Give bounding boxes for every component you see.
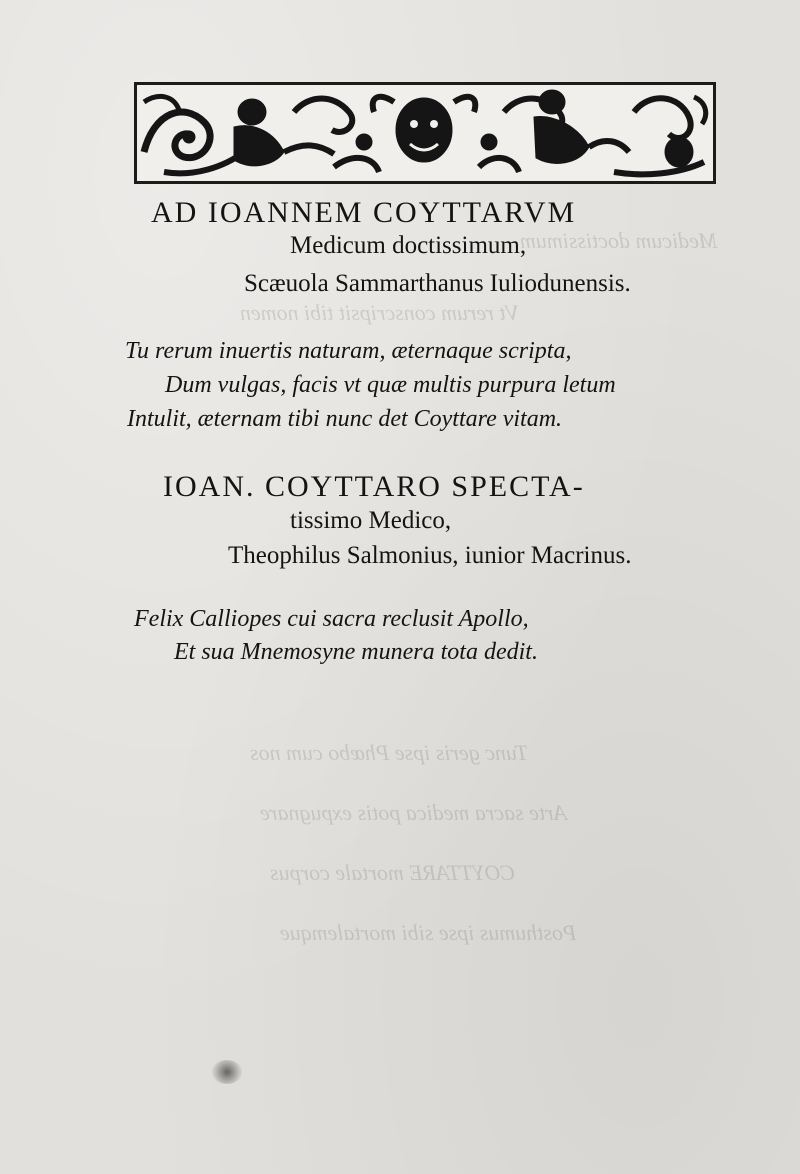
poem1-subtitle-2: Scæuola Sammarthanus Iuliodunensis. (244, 270, 631, 297)
poem1-verse-2: Dum vulgas, facis vt quæ multis purpura letum (165, 372, 616, 398)
show-through-text: Vt rerum conscripsit tibi nomen (240, 300, 520, 325)
show-through-text: COYTTARE mortale corpus (270, 860, 516, 885)
poem1-verse-1: Tu rerum inuertis naturam, æternaque scripta, (125, 338, 572, 364)
poem2-verse-2: Et sua Mnemosyne munera tota dedit. (174, 639, 538, 665)
show-through-text: Medicum doctissimum (520, 228, 718, 253)
poem1-heading: AD IOANNEM COYTTARVM (151, 196, 577, 229)
show-through-text: Posthumus ipse sibi mortalemque (280, 920, 577, 945)
ornamental-woodcut-headpiece-icon (134, 82, 716, 184)
poem2-verse-1: Felix Calliopes cui sacra reclusit Apollo, (134, 606, 529, 632)
poem1-subtitle-1: Medicum doctissimum, (290, 232, 527, 259)
show-through-text: Tunc geris ipse Phœbo cum nos (250, 740, 529, 765)
poem2-subtitle-1: tissimo Medico, (290, 507, 452, 534)
ink-stain (212, 1060, 242, 1084)
show-through-text: Arte sacra medica potis expugnare (260, 800, 568, 825)
poem1-verse-3: Intulit, æternam tibi nunc det Coyttare vitam. (127, 406, 563, 432)
poem2-subtitle-2: Theophilus Salmonius, iunior Macrinus. (228, 542, 632, 569)
poem2-heading: IOAN. COYTTARO SPECTA- (163, 470, 585, 503)
